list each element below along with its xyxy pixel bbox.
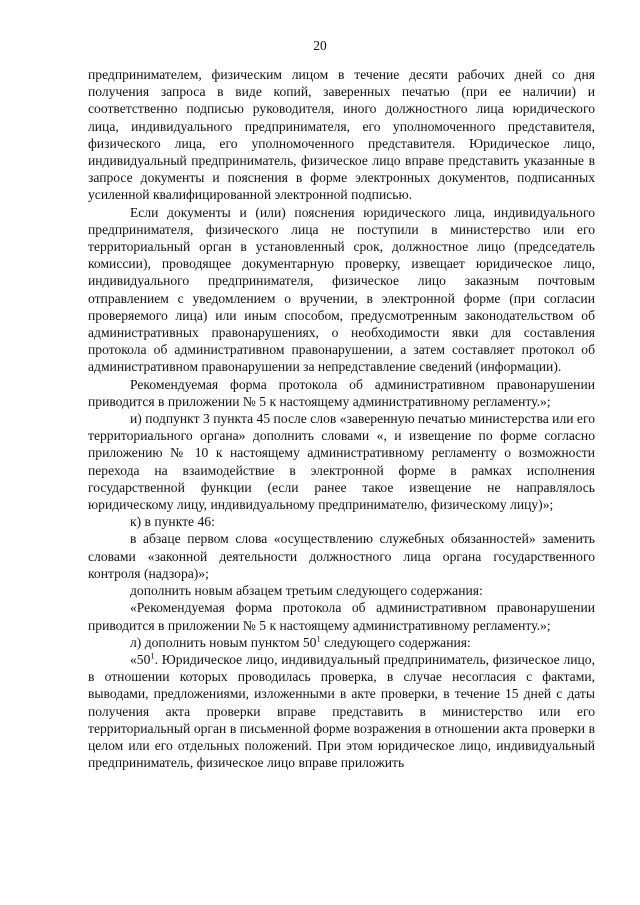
paragraph-3: Рекомендуемая форма протокола об административном правонарушении приводится в приложении № 5 к настоящему административному регламенту.»; [88,376,595,409]
paragraph-10 [88,651,595,771]
paragraph-9 [88,634,595,651]
paragraph-9-text-start: л) дополнить новым пунктом 50 [130,634,317,650]
paragraph-5: к) в пункте 46: [130,514,215,530]
paragraph-6: в абзаце первом слова «осуществлению служебных обязанностей» заменить словами «законной деятельности должностного лица органа государственного контроля (надзора)»; [88,531,595,581]
paragraph-1: предпринимателем, физическим лицом в течение десяти рабочих дней со дня получения запроса в виде копий, заверенных печатью (при ее наличии) и соответственно подписью руководителя, иного должностного лица юридического лица, индивидуального предпринимателя, его уполномоченного представителя, физического лица, его уполномоченного представителя. Юридическое лицо, индивидуальный предприниматель, физическое лицо вправе представить указанные в запросе документы и пояснения в форме электронных документов, подписанных усиленной квалифицированной электронной подписью. [88,67,595,203]
paragraph-2: Если документы и (или) пояснения юридического лица, индивидуального предпринимателя, физического лица не поступили в министерство или его территориальный орган в установленный срок, должностное лицо (председатель комиссии), проводящее документарную проверку, извещает юридическое лицо, индивидуального предпринимателя, физическое лицо заказным почтовым отправлением с уведомлением о вручении, в электронной форме (при согласии проверяемого лица) или иным способом, предусмотренным законодательством об административных правонарушениях, о необходимости явки для составления протокола об административном правонарушении, а затем составляет протокол об административном правонарушении за непредставление сведений (информации). [88,204,595,375]
paragraph-7: дополнить новым абзацем третьим следующего содержания: [130,583,483,599]
paragraph-10-text-start: «50 [130,651,151,667]
paragraph-4: и) подпункт 3 пункта 45 после слов «заверенную печатью министерства или его территориального органа» дополнить словами «, и извещение по форме согласно приложению № 10 к настоящему административному регламенту о возможности перехода на взаимодействие в электронной форме в рамках исполнения государственной функции (если ранее такое извещение не направлялось юридическому лицу, индивидуальному предпринимателю, физическому лицу)»; [88,411,595,513]
paragraph-10-superscript: 1 [150,650,155,661]
paragraph-8: «Рекомендуемая форма протокола об административном правонарушении приводится в приложении № 5 к настоящему административному регламенту.»; [88,600,595,633]
paragraph-10-text-end: . Юридическое лицо, индивидуальный предприниматель, физическое лицо, в отношении которых проводилась проверка, в случае несогласия с фактами, выводами, предложениями, изложенными в акте проверки, в течение 15 дней с даты получения акта проверки вправе представить в министерство или его территориальный орган в письменной форме возражения в отношении акта проверки в целом или его отдельных положений. При этом юридическое лицо, индивидуальный предприниматель, физическое лицо вправе приложить [88,651,595,771]
paragraph-9-text-end: следующего содержания: [320,634,471,650]
paragraph-9-superscript: 1 [316,633,321,644]
page-number: 20 [313,38,327,53]
document-body [88,66,595,771]
